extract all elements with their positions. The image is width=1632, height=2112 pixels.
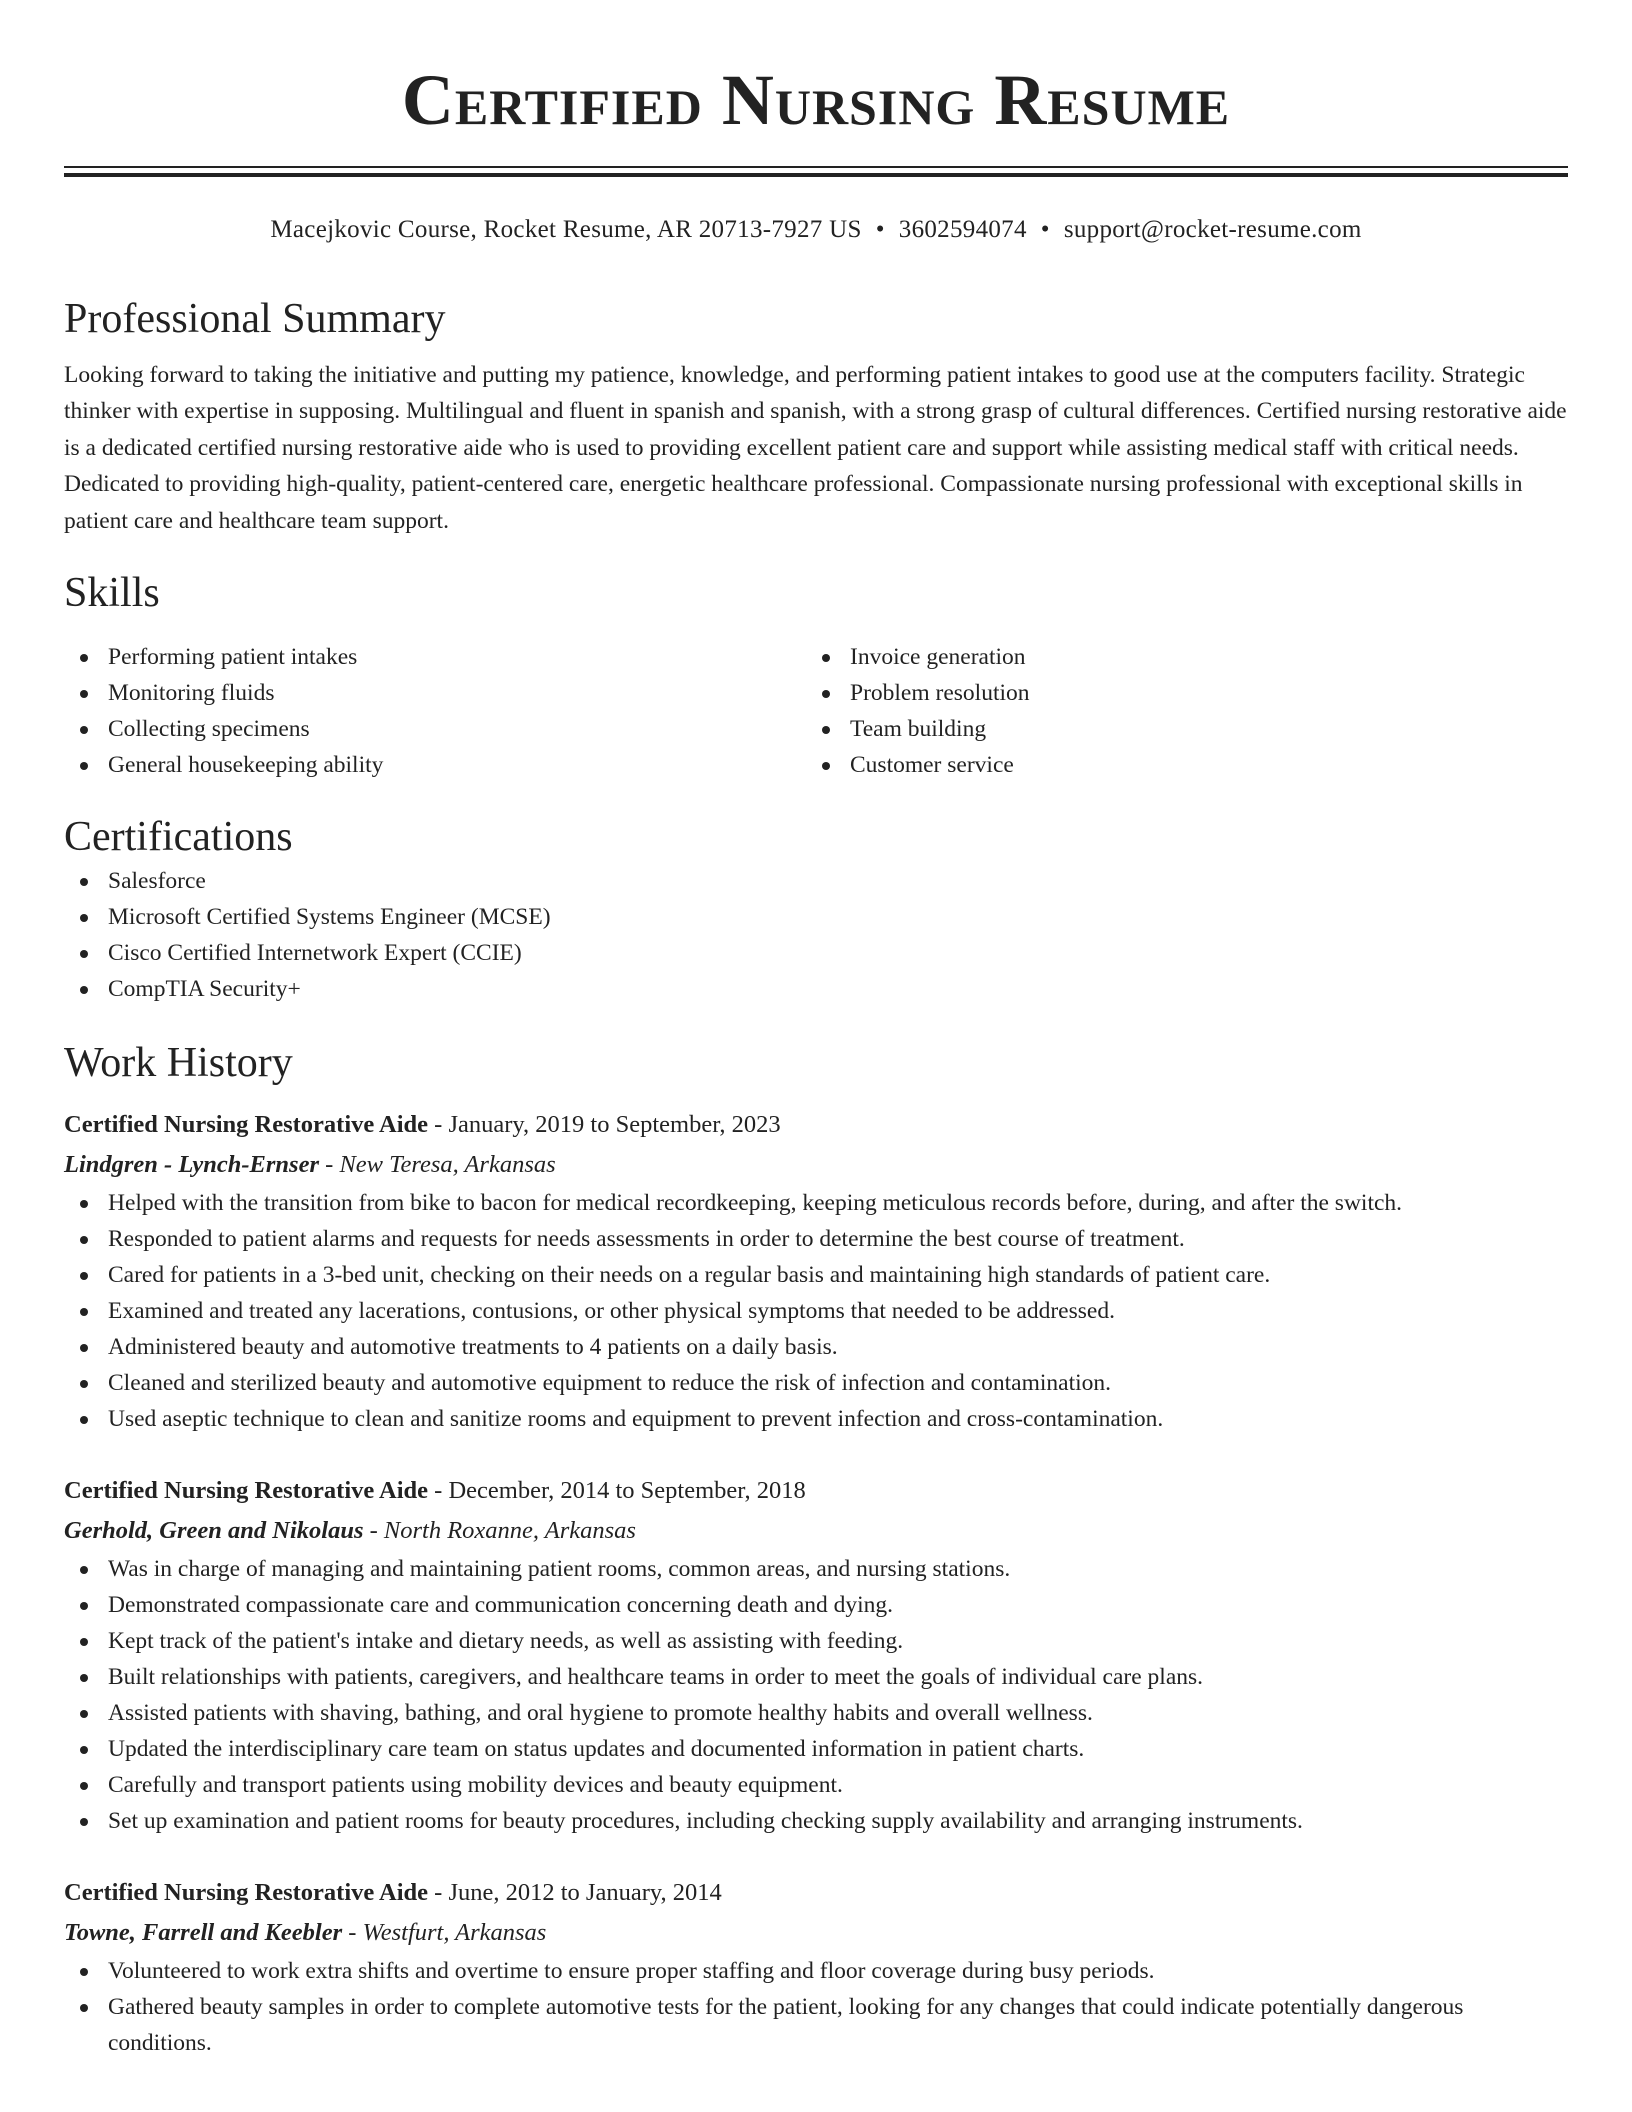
skill-item: Collecting specimens	[64, 711, 806, 747]
section-heading-summary: Professional Summary	[64, 296, 446, 342]
skills-column-right	[806, 639, 1548, 783]
job-company: Towne, Farrell and Keebler	[64, 1919, 343, 1947]
certification-item: Salesforce	[64, 863, 1568, 899]
job-location: New Teresa, Arkansas	[339, 1151, 556, 1179]
skill-item: Team building	[806, 711, 1548, 747]
skills-list-right	[806, 639, 1548, 783]
job-bullet: Volunteered to work extra shifts and overtime to ensure proper staffing and floor coverage during busy periods.	[64, 1953, 1568, 1989]
job-dash: -	[428, 1111, 449, 1139]
job-title-line	[64, 1873, 1568, 1913]
job-dates: December, 2014 to September, 2018	[448, 1477, 806, 1505]
job-bullet: Gathered beauty samples in order to complete automotive tests for the patient, looking for any changes that could indicate potentially dangerous conditions.	[64, 1989, 1568, 2061]
job-bullet: Carefully and transport patients using mobility devices and beauty equipment.	[64, 1767, 1568, 1803]
job-bullet: Was in charge of managing and maintaining patient rooms, common areas, and nursing stations.	[64, 1551, 1568, 1587]
job-bullet-list	[64, 1953, 1568, 2061]
job-role: Certified Nursing Restorative Aide	[64, 1111, 429, 1139]
contact-phone: 3602594074	[898, 216, 1027, 243]
resume-title: Certified Nursing Resume	[401, 60, 1231, 140]
section-heading-work-history: Work History	[64, 1040, 293, 1087]
job-company-line	[64, 1913, 1568, 1953]
job-company-line	[64, 1511, 1568, 1551]
job-entry	[64, 1873, 1568, 2061]
job-location: Westfurt, Arkansas	[362, 1919, 547, 1947]
section-heading-certifications: Certifications	[64, 814, 293, 861]
job-bullet: Responded to patient alarms and requests for needs assessments in order to determine the best course of treatment.	[64, 1221, 1568, 1257]
job-bullet: Updated the interdisciplinary care team on status updates and documented information in patient charts.	[64, 1731, 1568, 1767]
summary-paragraph: Looking forward to taking the initiative and putting my patience, knowledge, and performing patient intakes to good use at the computers facility. Strategic thinker with expertise in supposing. Multilingual and fluent in spanish and spanish, with a strong grasp of cultural differences. Certified nursing restorative aide is a dedicated certified nursing restorative aide who is used to providing excellent patient care and support while assisting medical staff with critical needs. Dedicated to providing high-quality, patient-centered care, energetic healthcare professional. Compassionate nursing professional with exceptional skills in patient care and healthcare team support.	[64, 362, 1567, 534]
job-title-line	[64, 1105, 1568, 1145]
job-company: Lindgren - Lynch-Ernser	[64, 1151, 320, 1179]
job-bullet: Assisted patients with shaving, bathing, and oral hygiene to promote healthy habits and overall wellness.	[64, 1695, 1568, 1731]
skills-columns	[64, 639, 1568, 783]
skill-item: Problem resolution	[806, 675, 1548, 711]
job-bullet: Used aseptic technique to clean and sanitize rooms and equipment to prevent infection and cross-contamination.	[64, 1401, 1568, 1437]
job-bullet: Administered beauty and automotive treatments to 4 patients on a daily basis.	[64, 1329, 1568, 1365]
job-role: Certified Nursing Restorative Aide	[64, 1879, 429, 1907]
job-dash: -	[363, 1517, 384, 1545]
bullet-separator-icon: •	[1040, 216, 1050, 243]
job-bullet: Demonstrated compassionate care and communication concerning death and dying.	[64, 1587, 1568, 1623]
certification-item: Cisco Certified Internetwork Expert (CCIE)	[64, 935, 1568, 971]
job-bullet: Set up examination and patient rooms for beauty procedures, including checking supply availability and arranging instruments.	[64, 1803, 1568, 1839]
skill-item: Invoice generation	[806, 639, 1548, 675]
title-divider-thin	[64, 166, 1568, 168]
section-heading-skills: Skills	[64, 570, 160, 617]
job-bullet: Built relationships with patients, caregivers, and healthcare teams in order to meet the goals of individual care plans.	[64, 1659, 1568, 1695]
job-dates: June, 2012 to January, 2014	[448, 1879, 722, 1907]
skill-item: General housekeeping ability	[64, 747, 806, 783]
job-dash: -	[342, 1919, 363, 1947]
job-company-line	[64, 1145, 1568, 1185]
job-entry	[64, 1105, 1568, 1437]
skills-list-left	[64, 639, 806, 783]
job-bullet: Helped with the transition from bike to bacon for medical recordkeeping, keeping meticulous records before, during, and after the switch.	[64, 1185, 1568, 1221]
job-bullet: Cleaned and sterilized beauty and automotive equipment to reduce the risk of infection and contamination.	[64, 1365, 1568, 1401]
job-entry	[64, 1471, 1568, 1839]
job-dash: -	[428, 1879, 449, 1907]
job-bullet-list	[64, 1185, 1568, 1437]
contact-address: Macejkovic Course, Rocket Resume, AR 20713-7927 US	[270, 216, 862, 243]
certifications-list	[64, 863, 1568, 1007]
skill-item: Monitoring fluids	[64, 675, 806, 711]
job-role: Certified Nursing Restorative Aide	[64, 1477, 429, 1505]
job-dash: -	[428, 1477, 449, 1505]
certification-item: Microsoft Certified Systems Engineer (MCSE)	[64, 899, 1568, 935]
job-bullet: Kept track of the patient's intake and dietary needs, as well as assisting with feeding.	[64, 1623, 1568, 1659]
title-divider-thick	[64, 173, 1568, 177]
bullet-separator-icon: •	[875, 216, 885, 243]
job-bullet: Examined and treated any lacerations, contusions, or other physical symptoms that needed to be addressed.	[64, 1293, 1568, 1329]
certification-item: CompTIA Security+	[64, 971, 1568, 1007]
skill-item: Performing patient intakes	[64, 639, 806, 675]
contact-email: support@rocket-resume.com	[1063, 216, 1362, 243]
contact-line	[64, 213, 1568, 247]
resume-page	[64, 0, 1568, 2061]
job-dates: January, 2019 to September, 2023	[448, 1111, 781, 1139]
skills-column-left	[64, 639, 806, 783]
job-location: North Roxanne, Arkansas	[383, 1517, 636, 1545]
job-dash: -	[319, 1151, 340, 1179]
job-bullet-list	[64, 1551, 1568, 1839]
job-bullet: Cared for patients in a 3-bed unit, checking on their needs on a regular basis and maintaining high standards of patient care.	[64, 1257, 1568, 1293]
job-title-line	[64, 1471, 1568, 1511]
job-company: Gerhold, Green and Nikolaus	[64, 1517, 364, 1545]
skill-item: Customer service	[806, 747, 1548, 783]
